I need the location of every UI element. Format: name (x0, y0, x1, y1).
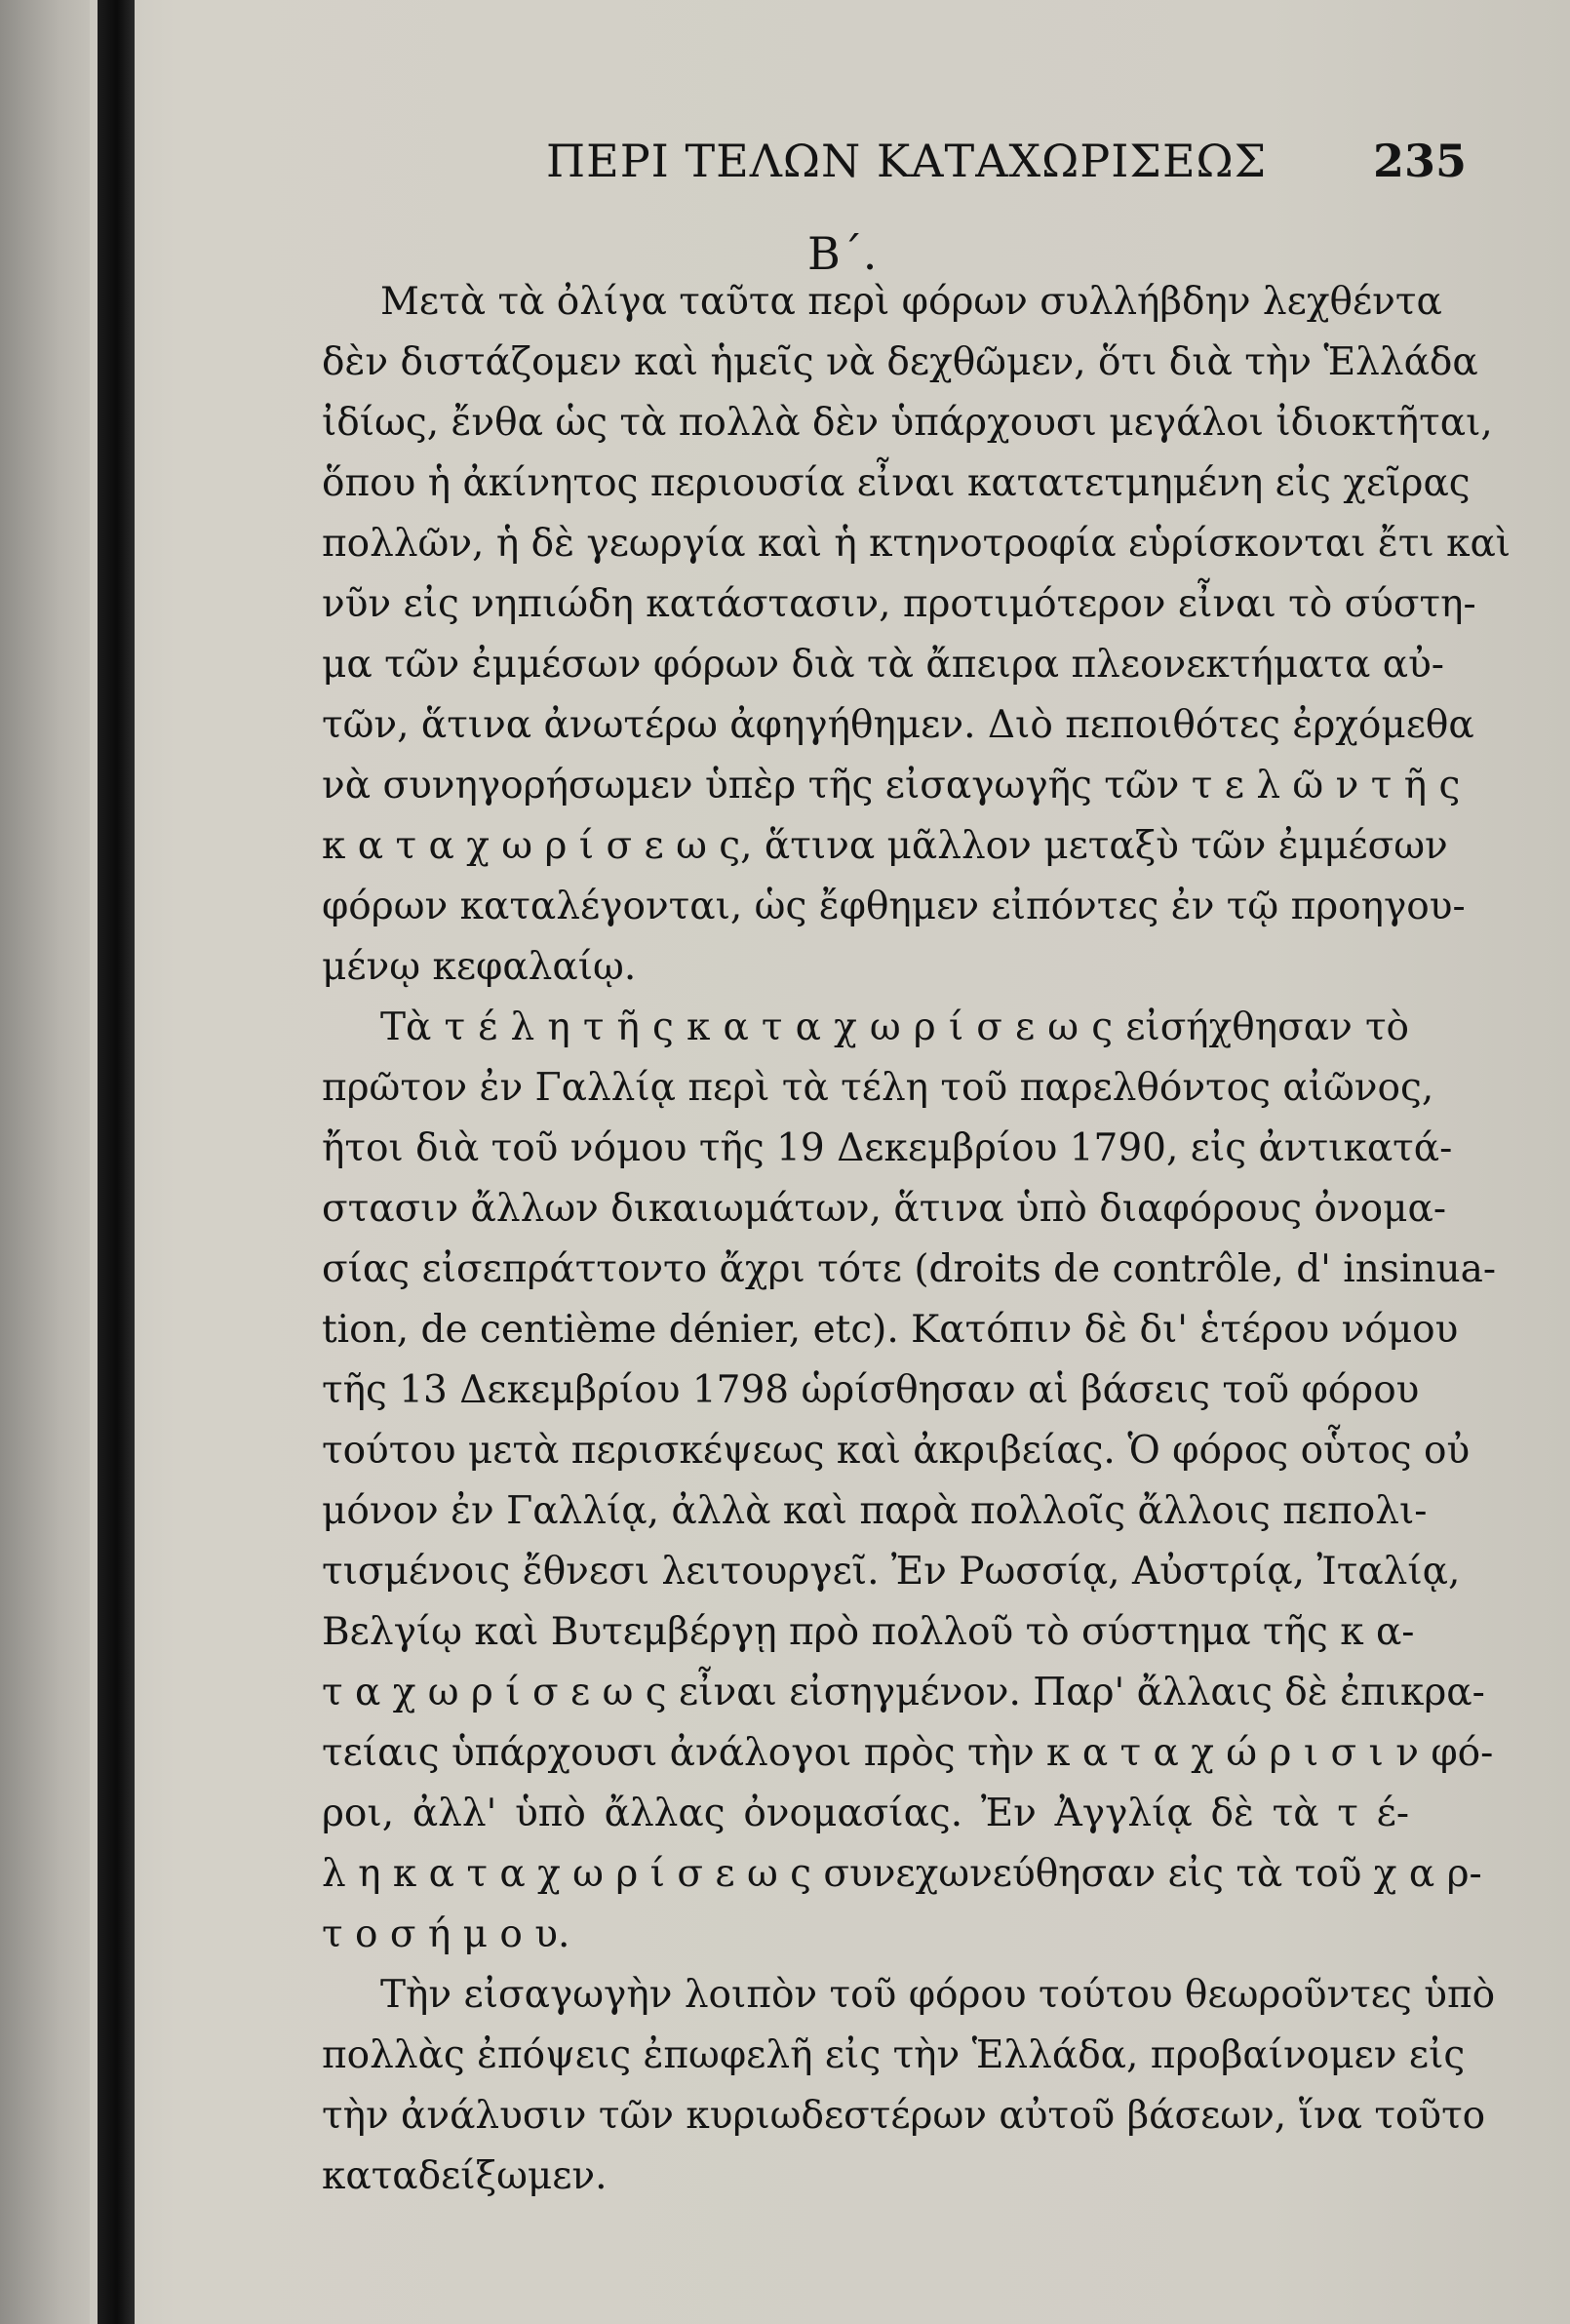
text-line: καταδείξωμεν. (322, 2154, 608, 2198)
text-line: ἤτοι διὰ τοῦ νόμου τῆς 19 Δεκεμβρίου 1790, εἰς ἀντικατά- (322, 1126, 1453, 1170)
text-line: μα τῶν ἐμμέσων φόρων διὰ τὰ ἄπειρα πλεονεκτήματα αὐ- (322, 643, 1444, 687)
text-line: Μετὰ τὰ ὀλίγα ταῦτα περὶ φόρων συλλήβδην λεχθέντα (380, 280, 1442, 324)
text-line: πρῶτον ἐν Γαλλίᾳ περὶ τὰ τέλη τοῦ παρελθόντος αἰῶνος, (322, 1066, 1434, 1110)
text-line: τούτου μετὰ περισκέψεως καὶ ἀκριβείας. Ὁ φόρος οὗτος οὐ (322, 1429, 1471, 1473)
text-line: δὲν διστάζομεν καὶ ἡμεῖς νὰ δεχθῶμεν, ὅτι διὰ τὴν Ἑλλάδα (322, 340, 1478, 384)
page-number: 235 (1373, 135, 1468, 187)
text-line: κ α τ α χ ω ρ ί σ ε ω ς, ἅτινα μᾶλλον μεταξὺ τῶν ἐμμέσων (322, 824, 1448, 868)
text-line: σίας εἰσεπράττοντο ἄχρι τότε (droits de contrôle, d' insinua- (322, 1247, 1497, 1291)
text-line: Βελγίῳ καὶ Βυτεμβέργῃ πρὸ πολλοῦ τὸ σύστημα τῆς κ α- (322, 1610, 1415, 1654)
text-line: ροι, ἀλλ' ὑπὸ ἄλλας ὀνομασίας. Ἐν Ἀγγλίᾳ δὲ τὰ τ έ- (322, 1792, 1409, 1835)
text-line: tion, de centième dénier, etc). Κατόπιν δὲ δι' ἑτέρου νόμου (322, 1308, 1459, 1352)
text-line: φόρων καταλέγονται, ὡς ἔφθημεν εἰπόντες ἐν τῷ προηγου- (322, 885, 1466, 928)
text-line: στασιν ἄλλων δικαιωμάτων, ἅτινα ὑπὸ διαφόρους ὀνομα- (322, 1187, 1447, 1231)
text-line: πολλὰς ἐπόψεις ἐπωφελῆ εἰς τὴν Ἑλλάδα, προβαίνομεν εἰς (322, 2033, 1466, 2077)
text-line: μένῳ κεφαλαίῳ. (322, 945, 637, 989)
text-line: τῆς 13 Δεκεμβρίου 1798 ὡρίσθησαν αἱ βάσεις τοῦ φόρου (322, 1368, 1420, 1412)
text-line: νῦν εἰς νηπιώδη κατάστασιν, προτιμότερον εἶναι τὸ σύστη- (322, 582, 1476, 626)
text-line: ἰδίως, ἔνθα ὡς τὰ πολλὰ δὲν ὑπάρχουσι μεγάλοι ἰδιοκτῆται, (322, 401, 1493, 445)
text-line: τὴν ἀνάλυσιν τῶν κυριωδεστέρων αὐτοῦ βάσεων, ἵνα τοῦτο (322, 2094, 1486, 2138)
text-line: Τὴν εἰσαγωγὴν λοιπὸν τοῦ φόρου τούτου θεωροῦντες ὑπὸ (380, 1973, 1496, 2017)
text-line: νὰ συνηγορήσωμεν ὑπὲρ τῆς εἰσαγωγῆς τῶν τ ε λ ῶ ν τ ῆ ς (322, 764, 1461, 807)
text-line: πολλῶν, ἡ δὲ γεωργία καὶ ἡ κτηνοτροφία εὑρίσκονται ἔτι καὶ (322, 522, 1511, 566)
text-line: μόνον ἐν Γαλλίᾳ, ἀλλὰ καὶ παρὰ πολλοῖς ἄλλοις πεπολι- (322, 1489, 1428, 1533)
page-gutter (0, 0, 90, 2324)
text-line: ὅπου ἡ ἀκίνητος περιουσία εἶναι κατατετμημένη εἰς χεῖρας (322, 461, 1471, 505)
text-line: Τὰ τ έ λ η τ ῆ ς κ α τ α χ ω ρ ί σ ε ω ς εἰσήχθησαν τὸ (380, 1005, 1409, 1049)
text-line: τισμένοις ἔθνεσι λειτουργεῖ. Ἐν Ρωσσίᾳ, Αὐστρίᾳ, Ἰταλίᾳ, (322, 1550, 1461, 1594)
text-line: λ η κ α τ α χ ω ρ ί σ ε ω ς συνεχωνεύθησαν εἰς τὰ τοῦ χ α ρ- (322, 1852, 1482, 1896)
text-line: τείαις ὑπάρχουσι ἀνάλογοι πρὸς τὴν κ α τ α χ ώ ρ ι σ ι ν φό- (322, 1731, 1494, 1775)
text-line: τ ο σ ή μ ο υ. (322, 1912, 570, 1956)
text-line: τῶν, ἅτινα ἀνωτέρω ἀφηγήθημεν. Διὸ πεποιθότες ἐρχόμεθα (322, 703, 1474, 747)
text-line: τ α χ ω ρ ί σ ε ω ς εἶναι εἰσηγμένον. Παρ' ἄλλαις δὲ ἐπικρα- (322, 1671, 1485, 1714)
section-mark: Β΄. (807, 227, 878, 280)
running-head: ΠΕΡΙ ΤΕΛΩΝ ΚΑΤΑΧΩΡΙΣΕΩΣ (546, 135, 1268, 187)
page-header (546, 135, 1468, 193)
book-spine-shadow (98, 0, 135, 2324)
